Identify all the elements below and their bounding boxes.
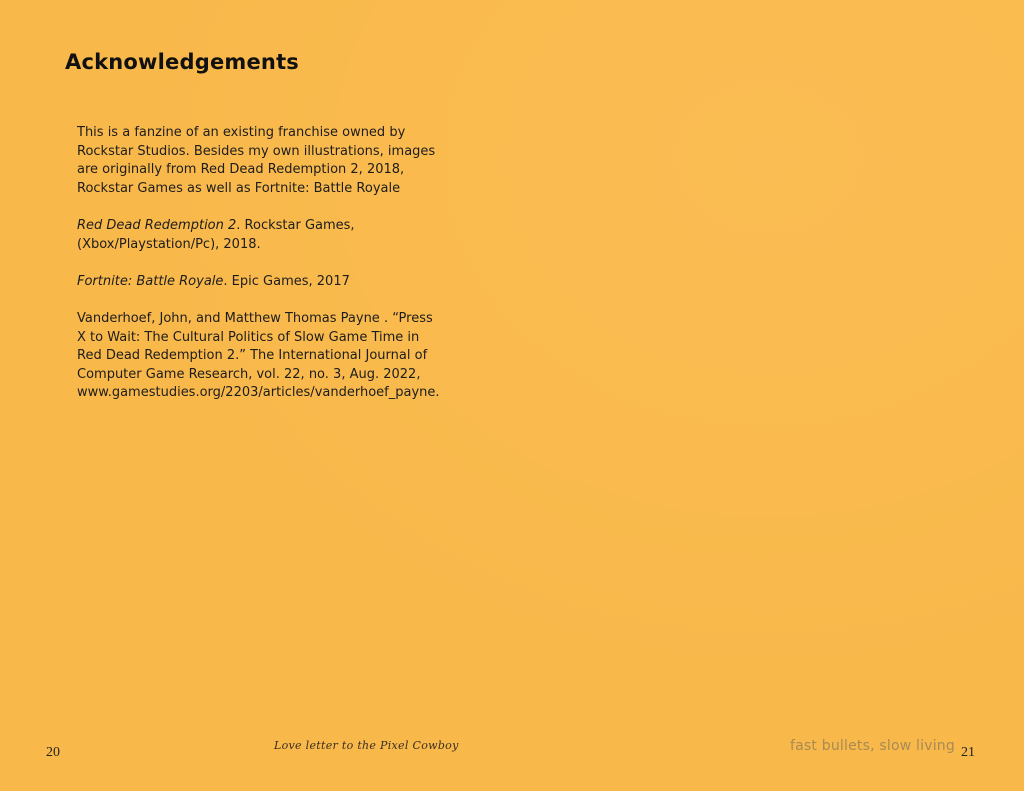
acknowledgements-body [77, 124, 442, 422]
page-title: Acknowledgements [65, 50, 300, 74]
intro-paragraph: This is a fanzine of an existing franchise owned by Rockstar Studios. Besides my own illustrations, images are originally from Red Dead Redemption 2, 2018, Rockstar Games as well as Fortnite: Battle Royale [77, 125, 436, 196]
citation-article: Vanderhoef, John, and Matthew Thomas Payne . “Press X to Wait: The Cultural Politics of Slow Game Time in Red Dead Redemption 2.” The International Journal of Computer Game Research, vol. 22, no. 3, Aug. 2022, www.gamestudies.org/2203/articles/vanderhoef_payne. [77, 310, 440, 401]
citation-fortnite-title: Fortnite: Battle Royale [77, 273, 224, 289]
right-running-title: fast bullets, slow living [790, 738, 955, 754]
citation-rdr2 [77, 217, 442, 254]
citation-fortnite [77, 273, 442, 292]
left-running-title: Love letter to the Pixel Cowboy [274, 739, 459, 752]
citation-rdr2-title: Red Dead Redemption 2 [77, 217, 237, 233]
left-page-number: 20 [46, 745, 60, 760]
citation-fortnite-details: . Epic Games, 2017 [223, 273, 350, 289]
citation-rdr2-details: . Rockstar Games, (Xbox/Playstation/Pc), 2018. [77, 217, 355, 252]
right-page-number: 21 [961, 745, 975, 760]
